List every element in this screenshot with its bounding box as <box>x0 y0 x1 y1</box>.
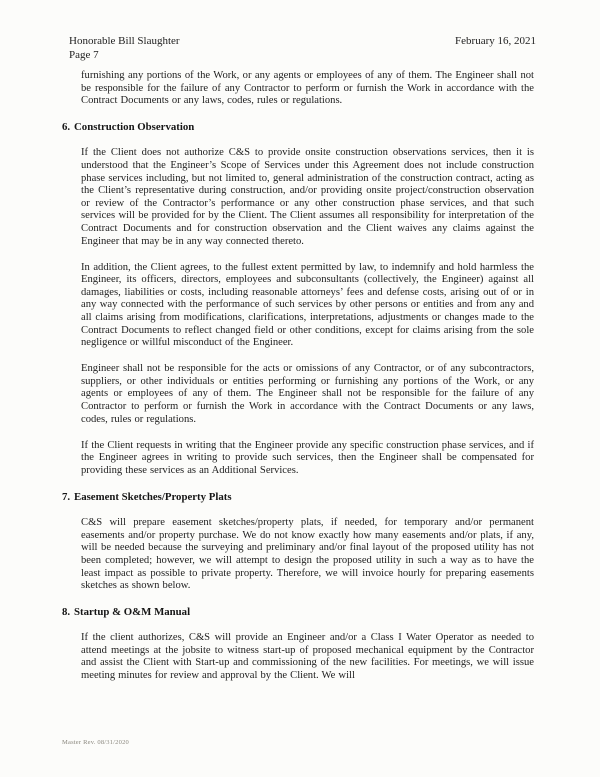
letter-header <box>69 35 536 62</box>
section-heading <box>62 121 534 134</box>
section-number: 8. <box>62 606 71 619</box>
section-heading <box>62 606 534 619</box>
document-body <box>62 70 534 696</box>
page-number-label: Page 7 <box>69 48 99 61</box>
footer-revision-label: Master Rev. 08/31/2020 <box>62 739 129 746</box>
continuation-paragraph: furnishing any portions of the Work, or any agents or employees of any of them. The Engineer shall not be responsible for the failure of any Contractor to perform or furnish the Work in accordance with the Contract Documents or any laws, codes, rules or regulations. <box>81 70 534 107</box>
section-number: 7. <box>62 491 71 504</box>
section-construction-observation <box>62 121 534 477</box>
section-startup-om-manual <box>62 606 534 682</box>
letter-date: February 16, 2021 <box>455 35 536 47</box>
section-title: Construction Observation <box>74 121 195 134</box>
section-easement-sketches <box>62 491 534 593</box>
header-left <box>69 35 180 62</box>
section-number: 6. <box>62 121 71 134</box>
section-title: Easement Sketches/Property Plats <box>74 491 232 504</box>
section-heading <box>62 491 534 504</box>
section-paragraph: Engineer shall not be responsible for the acts or omissions of any Contractor, or of any subcontractors, suppliers, or other individuals or entities performing or furnishing any portions of the Work, or any agents or employees of any of them. The Engineer shall not be responsible for the failure of any Contractor to perform or furnish the Work in accordance with the Contract Documents or any laws, codes, rules or regulations. <box>81 363 534 425</box>
section-paragraph: C&S will prepare easement sketches/property plats, if needed, for temporary and/or permanent easements and/or property purchase. We do not know exactly how many easements and/or plats, if any, will be needed because the surveying and preliminary and/or final layout of the proposed utility has not been completed; however, we will attempt to design the proposed utility in such a way as to have the least impact as possible to private property. Therefore, we will invoice hourly for preparing easements sketches as shown below. <box>81 517 534 592</box>
section-title: Startup & O&M Manual <box>74 606 191 619</box>
section-paragraph: In addition, the Client agrees, to the fullest extent permitted by law, to indemnify and hold harmless the Engineer, its officers, directors, employees and subconsultants (collectively, the Engineer) against all damages, liabilities or costs, including reasonable attorneys’ fees and defense costs, arising out of or in any way connected with the performance of such services by other persons or entities and from any and all claims arising from modifications, clarifications, interpretations, adjustments or changes made to the Contract Documents to reflect changed field or other conditions, except for claims arising from the sole negligence or willful misconduct of the Engineer. <box>81 261 534 349</box>
section-paragraph: If the client authorizes, C&S will provide an Engineer and/or a Class I Water Operator as needed to attend meetings at the jobsite to witness start-up of proposed mechanical equipment by the Contractor and assist the Client with Start-up and commissioning of the new facilities. For meetings, we will issue meeting minutes for review and approval by the Client. We will <box>81 632 534 682</box>
section-paragraph: If the Client does not authorize C&S to provide onsite construction observations services, then it is understood that the Engineer’s Scope of Services under this Agreement does not include construction phase services including, but not limited to, general administration of the construction contract, acting as the Client’s representative during construction, and/or providing onsite project/construction observation or review of the Contractor’s performance or any other construction phase services, and that such services will be provided for by the Client. The Client assumes all responsibility for interpretation of the Contract Documents and for construction observation and the Client waives any claims against the Engineer that may be in any way connected thereto. <box>81 147 534 247</box>
section-paragraph: If the Client requests in writing that the Engineer provide any specific construction phase services, and if the Engineer agrees in writing to provide such services, then the Engineer shall be compensated for providing these services as an Additional Services. <box>81 439 534 476</box>
recipient-name: Honorable Bill Slaughter <box>69 35 180 47</box>
